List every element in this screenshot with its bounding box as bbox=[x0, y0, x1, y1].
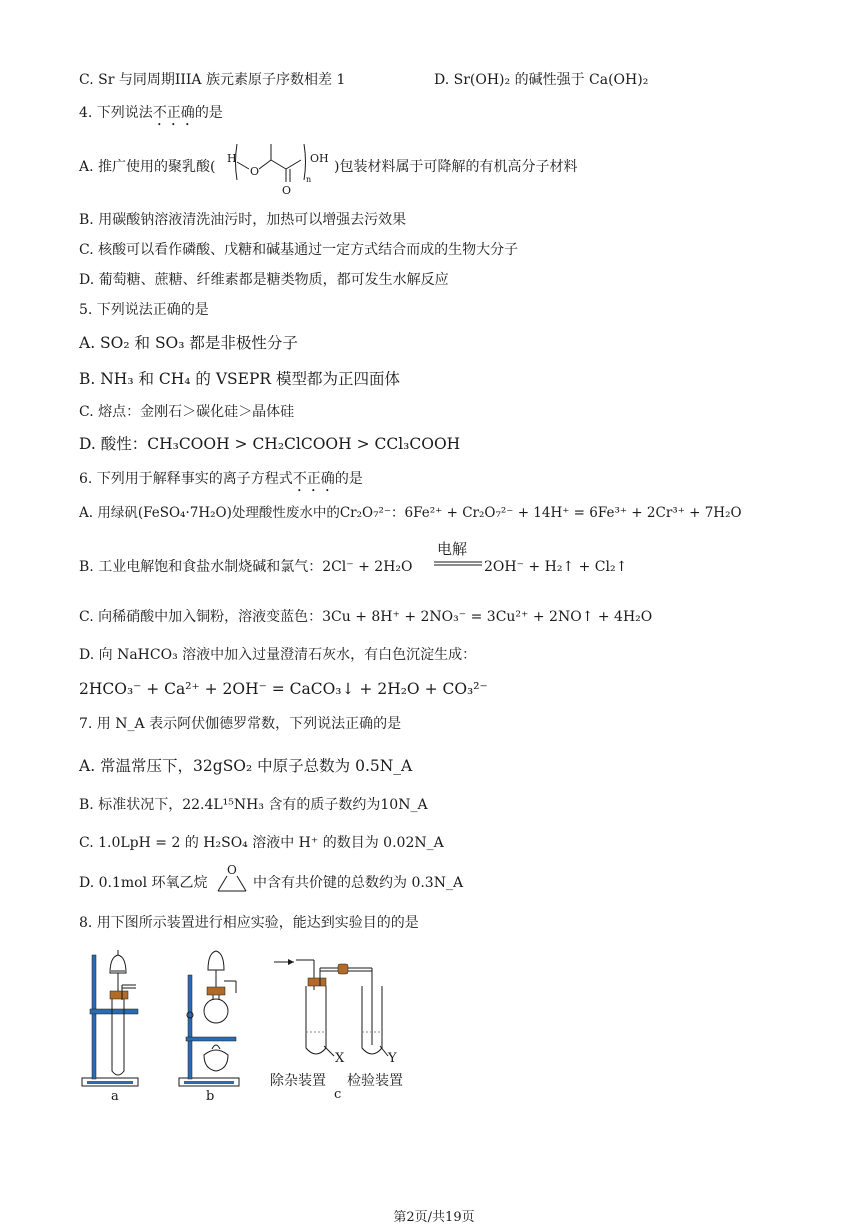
q6-stem-emphasis: 不正确 bbox=[292, 471, 335, 487]
q3-option-c: C. Sr 与同周期IIIA 族元素原子序数相差 1 bbox=[79, 72, 346, 88]
struct-n: n bbox=[306, 175, 312, 184]
epoxide-ring-structure bbox=[215, 862, 249, 894]
label-b: b bbox=[206, 1089, 215, 1104]
q5-option-c: C. 熔点：金刚石＞碳化硅＞晶体硅 bbox=[79, 404, 295, 420]
q4-option-a-pre: A. 推广使用的聚乳酸( bbox=[79, 159, 216, 175]
label-x: X bbox=[335, 1051, 345, 1066]
q6-option-c: C. 向稀硝酸中加入铜粉，溶液变蓝色：3Cu + 8H⁺ + 2NO₃⁻ = 3Cu²⁺ + 2NO↑ + 4H₂O bbox=[79, 609, 653, 625]
q6-stem bbox=[79, 469, 363, 495]
epoxide-o: O bbox=[227, 863, 237, 877]
struct-h: H bbox=[227, 152, 237, 165]
q5-option-d: D. 酸性：CH₃COOH > CH₂ClCOOH > CCl₃COOH bbox=[79, 435, 461, 453]
struct-o-double: O bbox=[282, 184, 292, 197]
q4-option-b: B. 用碳酸钠溶液清洗油污时，加热可以增强去污效果 bbox=[79, 212, 407, 228]
q6-option-a: A. 用绿矾(FeSO₄·7H₂O)处理酸性废水中的Cr₂O₇²⁻：6Fe²⁺ + Cr₂O₇²⁻ + 14H⁺ = 6Fe³⁺ + 2Cr³⁺ + 7H₂O bbox=[79, 505, 742, 521]
q7-stem: 7. 用 N_A 表示阿伏伽德罗常数，下列说法正确的是 bbox=[79, 716, 402, 732]
q6-stem-post: 的是 bbox=[334, 471, 363, 487]
q7-option-a: A. 常温常压下，32gSO₂ 中原子总数为 0.5N_A bbox=[79, 757, 413, 775]
q6-option-d-equation: 2HCO₃⁻ + Ca²⁺ + 2OH⁻ = CaCO₃↓ + 2H₂O + CO₃²⁻ bbox=[79, 680, 488, 698]
q4-stem bbox=[79, 103, 223, 129]
q4-stem-post: 的是 bbox=[194, 105, 223, 121]
q6-option-d: D. 向 NaHCO₃ 溶液中加入过量澄清石灰水，有白色沉淀生成： bbox=[79, 647, 477, 663]
q7-option-d-post: 中含有共价键的总数约为 0.3N_A bbox=[253, 875, 464, 891]
q4-option-c: C. 核酸可以看作磷酸、戊糖和碱基通过一定方式结合而成的生物大分子 bbox=[79, 242, 519, 258]
q5-stem: 5. 下列说法正确的是 bbox=[79, 302, 209, 318]
q4-option-d: D. 葡萄糖、蔗糖、纤维素都是糖类物质，都可发生水解反应 bbox=[79, 272, 449, 288]
struct-o-ring: O bbox=[250, 165, 260, 178]
struct-oh: OH bbox=[310, 152, 329, 165]
apparatus-a-figure bbox=[78, 945, 158, 1104]
q5-option-a: A. SO₂ 和 SO₃ 都是非极性分子 bbox=[79, 334, 298, 352]
apparatus-b-figure bbox=[176, 945, 256, 1104]
q7-option-d-pre: D. 0.1mol 环氧乙烷 bbox=[79, 875, 208, 891]
label-y: Y bbox=[388, 1051, 397, 1066]
q7-option-c: C. 1.0LpH = 2 的 H₂SO₄ 溶液中 H⁺ 的数目为 0.02N_A bbox=[79, 835, 444, 851]
q5-option-b: B. NH₃ 和 CH₄ 的 VSEPR 模型都为正四面体 bbox=[79, 370, 400, 388]
label-check-device: 检验装置 bbox=[347, 1073, 403, 1089]
page-number: 第2页/共19页 bbox=[393, 1210, 475, 1225]
q4-stem-emphasis: 不正确 bbox=[152, 105, 195, 121]
electrolysis-arrow bbox=[434, 561, 482, 567]
q6-option-b-post: 2OH⁻ + H₂↑ + Cl₂↑ bbox=[484, 559, 628, 575]
q6-option-b-condition: 电解 bbox=[437, 540, 468, 558]
polylactic-acid-structure bbox=[224, 132, 334, 202]
q4-stem-pre: 4. 下列说法 bbox=[79, 105, 153, 121]
q3-option-d: D. Sr(OH)₂ 的碱性强于 Ca(OH)₂ bbox=[434, 72, 649, 88]
q7-option-b: B. 标准状况下，22.4L¹⁵NH₃ 含有的质子数约为10N_A bbox=[79, 797, 428, 813]
label-remove-device: 除杂装置 bbox=[270, 1073, 326, 1089]
label-a: a bbox=[111, 1089, 119, 1104]
q6-stem-pre: 6. 下列用于解释事实的离子方程式 bbox=[79, 471, 293, 487]
label-c: c bbox=[334, 1087, 342, 1102]
q8-stem: 8. 用下图所示装置进行相应实验，能达到实验目的的是 bbox=[79, 915, 419, 931]
q6-option-b-pre: B. 工业电解饱和食盐水制烧碱和氯气：2Cl⁻ + 2H₂O bbox=[79, 559, 413, 575]
q4-option-a-post: )包装材料属于可降解的有机高分子材料 bbox=[334, 159, 578, 175]
